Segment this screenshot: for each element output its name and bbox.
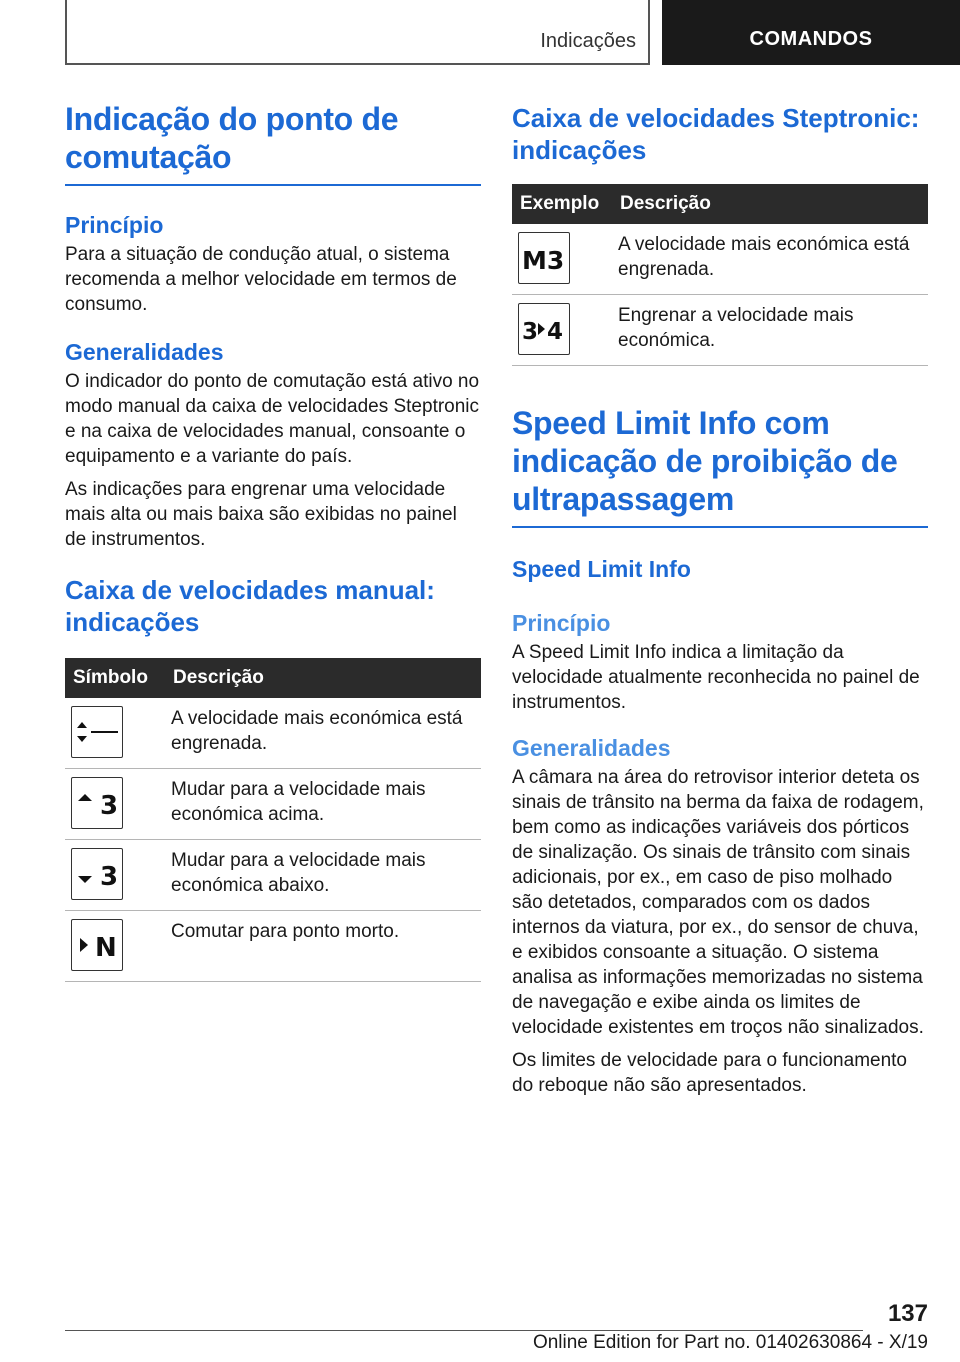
table-row [65,698,481,769]
svg-text:3: 3 [100,862,119,890]
table-header: Descrição [612,184,928,224]
table-header: Exemplo [512,184,612,224]
header-divider [65,0,67,65]
svg-text:3: 3 [100,791,119,819]
table-cell: Comutar para ponto morto. [165,911,481,982]
page-header [0,0,960,66]
header-chapter: COMANDOS [662,0,960,65]
paragraph: As indicações para engrenar uma velocidade mais alta ou mais baixa são exibidas no painel de instrumentos. [65,479,457,550]
paragraph: A câmara na área do retrovisor interior deteta os sinais de trânsito na berma da faixa de rodagem, bem como as indicações variáveis dos pórticos de sinalização. Os sinais de trânsito com sinais adicionais, por ex., em caso de piso molhado são detetados, comparados com os dados internos da viatura, por ex., do sensor de chuva, e exibidos consoante a situação. O sistema analisa as informações memorizadas no sistema de navegação e exibe ainda os limites de velocidade existentes em troços não sinalizados. [512,767,924,1038]
svg-text:N: N [95,933,117,961]
page-number: 137 [887,1300,928,1327]
right-column [512,100,928,1098]
m3-icon [518,232,570,284]
paragraph: A Speed Limit Info indica a limitação da velocidade atualmente reconhecida no painel de instrumentos. [512,642,920,713]
table-row [512,224,928,295]
paragraph: Os limites de velocidade para o funcionamento do reboque não são apresentados. [512,1050,908,1096]
table-cell: Engrenar a velocidade mais económica. [612,295,928,366]
header-section: Indicações [540,30,636,52]
footer-rule [65,1330,863,1331]
title-rule [512,526,928,528]
header-divider [648,0,650,65]
manual-gearbox-table [65,658,481,982]
table-row [512,295,928,366]
shift-down-3-icon [71,848,123,900]
heading-steptronic: Caixa de velocidades Steptronic: indicações [512,103,920,165]
heading-principio: Princípio [512,610,611,636]
table-cell: Mudar para a velocidade mais económica acima. [165,769,481,840]
table-row [65,769,481,840]
table-row [65,911,481,982]
steptronic-table [512,184,928,366]
heading-speed-limit-info: Speed Limit Info [512,556,691,582]
table-header: Descrição [165,658,481,698]
svg-text:3: 3 [522,319,539,345]
left-column [65,100,481,982]
shift-up-3-icon [71,777,123,829]
table-header: Símbolo [65,658,165,698]
paragraph: O indicador do ponto de comutação está ativo no modo manual da caixa de velocidades Steptronic e na caixa de velocidades manual, consoante o equipamento e a variante do país. [65,371,480,467]
title-rule [65,184,481,186]
neutral-n-icon [71,919,123,971]
heading-principio: Princípio [65,212,164,238]
gear-optimal-icon [71,706,123,758]
section-title: Speed Limit Info com indicação de proibição de ultrapassagem [512,405,898,517]
table-cell: A velocidade mais económica está engrenada. [612,224,928,295]
svg-text:M3: M3 [522,246,565,274]
header-divider [65,63,649,65]
table-cell: Mudar para a velocidade mais económica abaixo. [165,840,481,911]
edition-note: Online Edition for Part no. 01402630864 - X/19 [532,1332,928,1353]
table-cell: A velocidade mais económica está engrenada. [165,698,481,769]
shift-3-to-4-icon [518,303,570,355]
section-title: Indicação do ponto de comutação [65,101,399,175]
heading-generalidades: Generalidades [512,735,671,761]
table-row [65,840,481,911]
svg-text:4: 4 [547,319,564,345]
heading-manual-gearbox: Caixa de velocidades manual: indicações [65,575,435,637]
paragraph: Para a situação de condução atual, o sistema recomenda a melhor velocidade em termos de consumo. [65,244,457,315]
heading-generalidades: Generalidades [65,339,224,365]
